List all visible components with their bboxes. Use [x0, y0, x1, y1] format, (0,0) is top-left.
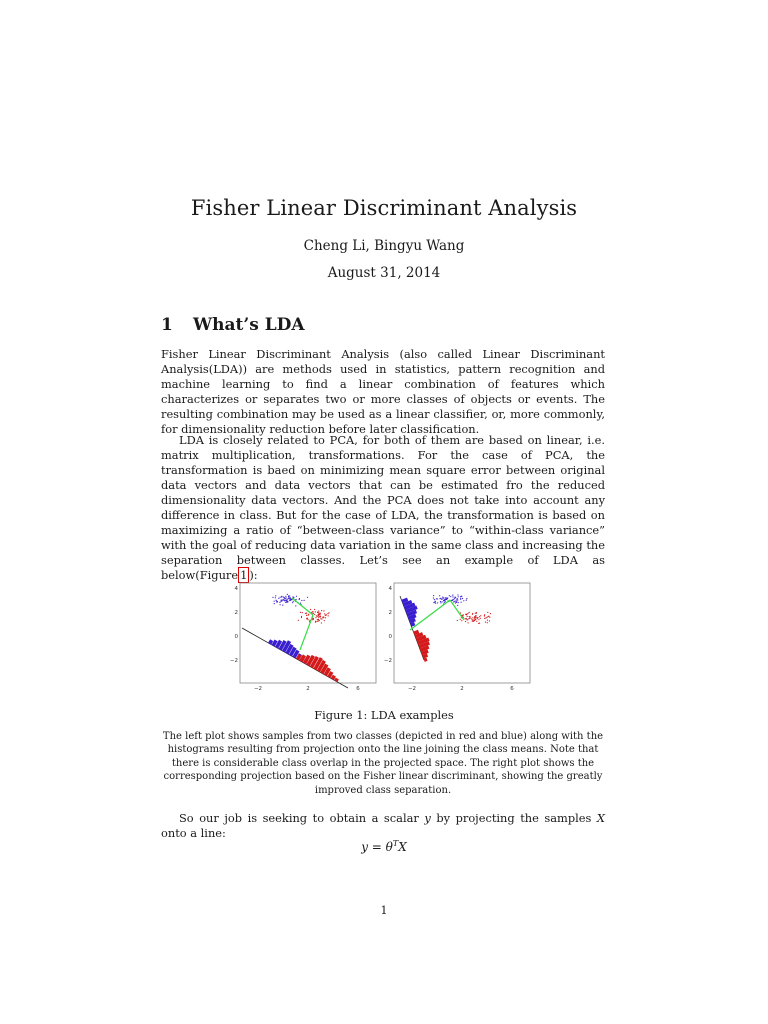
scatter-point — [274, 601, 275, 602]
scatter-point — [321, 622, 322, 623]
scatter-point — [442, 598, 443, 599]
scatter-point — [300, 603, 301, 604]
scatter-point — [289, 599, 290, 600]
scatter-point — [476, 621, 477, 622]
scatter-point — [318, 619, 319, 620]
scatter-point — [489, 620, 490, 621]
scatter-point — [309, 620, 310, 621]
scatter-point — [328, 612, 329, 613]
y-tick-label: 4 — [388, 586, 392, 592]
scatter-point — [471, 618, 472, 619]
page-number: 1 — [380, 904, 388, 917]
scatter-point — [275, 597, 276, 598]
scatter-point — [272, 597, 273, 598]
scatter-point — [487, 620, 488, 621]
scatter-point — [457, 599, 458, 600]
paper-authors: Cheng Li, Bingyu Wang — [303, 238, 465, 254]
scatter-point — [442, 601, 443, 602]
scatter-point — [488, 616, 489, 617]
scatter-point — [291, 599, 292, 600]
scatter-point — [437, 602, 438, 603]
scatter-point — [466, 598, 467, 599]
scatter-point — [279, 602, 280, 603]
scatter-point — [306, 615, 307, 616]
y-tick-label: 0 — [234, 634, 238, 640]
scatter-point — [323, 617, 324, 618]
scatter-point — [313, 613, 314, 614]
scatter-point — [318, 610, 319, 611]
x-tick-label: 2 — [460, 686, 464, 692]
scatter-point — [288, 598, 289, 599]
scatter-point — [472, 619, 473, 620]
scatter-point — [281, 600, 282, 601]
scatter-point — [300, 612, 301, 613]
scatter-point — [458, 596, 459, 597]
scatter-point — [311, 612, 312, 613]
scatter-point — [320, 616, 321, 617]
scatter-point — [327, 613, 328, 614]
scatter-point — [289, 597, 290, 598]
plot-left — [230, 578, 380, 696]
scatter-point — [278, 598, 279, 599]
scatter-point — [435, 603, 436, 604]
figure-caption: Figure 1: LDA examples — [314, 708, 454, 722]
scatter-point — [325, 615, 326, 616]
scatter-point — [452, 596, 453, 597]
section-heading — [161, 315, 305, 335]
scatter-point — [452, 595, 453, 596]
scatter-point — [480, 615, 481, 616]
scatter-point — [450, 596, 451, 597]
scatter-point — [440, 601, 441, 602]
scatter-point — [473, 621, 474, 622]
scatter-point — [314, 609, 315, 610]
scatter-point — [456, 602, 457, 603]
y-tick-label: 0 — [388, 634, 392, 640]
scatter-point — [319, 614, 320, 615]
scatter-point — [293, 601, 294, 602]
scatter-point — [460, 612, 461, 613]
scatter-point — [477, 617, 478, 618]
scatter-point — [465, 621, 466, 622]
scatter-point — [275, 595, 276, 596]
math-y: y — [424, 811, 431, 825]
scatter-point — [283, 599, 284, 600]
y-tick-label: 2 — [388, 610, 392, 616]
scatter-point — [298, 620, 299, 621]
scatter-point — [281, 596, 282, 597]
scatter-point — [317, 612, 318, 613]
equation-superscript: T — [392, 839, 399, 848]
x-tick-label: −2 — [407, 686, 417, 692]
scatter-point — [317, 621, 318, 622]
scatter-point — [323, 610, 324, 611]
x-tick-label: −2 — [253, 686, 263, 692]
scatter-point — [434, 599, 435, 600]
scatter-point — [286, 600, 287, 601]
x-tick-label: 2 — [306, 686, 310, 692]
scatter-point — [313, 619, 314, 620]
scatter-point — [462, 598, 463, 599]
scatter-point — [445, 601, 446, 602]
scatter-point — [475, 615, 476, 616]
scatter-point — [468, 622, 469, 623]
scatter-point — [455, 602, 456, 603]
paragraph-2-end: ): — [249, 568, 258, 582]
scatter-point — [321, 610, 322, 611]
scatter-point — [302, 612, 303, 613]
scatter-point — [324, 620, 325, 621]
scatter-point — [312, 611, 313, 612]
equation-projection — [0, 839, 768, 854]
scatter-point — [466, 614, 467, 615]
scatter-point — [444, 600, 445, 601]
paragraph-1: Fisher Linear Discriminant Analysis (also called Linear Discriminant Analysis(LDA)) are methods used in statistics, pattern recognition and machine learning to find a linear combination of features which characterizes or separates two or more classes of objects or events. The resulting combination may be used as a linear classifier, or, more commonly, for dimensionality reduction before later classification. — [161, 347, 605, 436]
scatter-point — [457, 620, 458, 621]
scatter-point — [305, 613, 306, 614]
scatter-point — [484, 614, 485, 615]
scatter-point — [292, 596, 293, 597]
scatter-point — [447, 598, 448, 599]
scatter-point — [487, 612, 488, 613]
scatter-point — [453, 601, 454, 602]
scatter-point — [467, 619, 468, 620]
scatter-point — [454, 598, 455, 599]
scatter-point — [462, 615, 463, 616]
scatter-point — [276, 602, 277, 603]
scatter-point — [461, 620, 462, 621]
scatter-point — [289, 595, 290, 596]
scatter-point — [457, 598, 458, 599]
scatter-point — [443, 600, 444, 601]
scatter-point — [283, 596, 284, 597]
scatter-point — [443, 598, 444, 599]
paragraph-3-text-c: onto a line: — [161, 826, 226, 840]
scatter-point — [315, 617, 316, 618]
scatter-point — [484, 615, 485, 616]
scatter-point — [433, 597, 434, 598]
scatter-point — [317, 619, 318, 620]
scatter-point — [469, 616, 470, 617]
scatter-point — [308, 614, 309, 615]
scatter-point — [275, 600, 276, 601]
scatter-point — [469, 618, 470, 619]
scatter-point — [310, 609, 311, 610]
figure-lda-examples — [230, 578, 535, 696]
paragraph-2 — [161, 433, 605, 583]
scatter-point — [461, 596, 462, 597]
scatter-point — [457, 594, 458, 595]
scatter-point — [467, 616, 468, 617]
scatter-point — [475, 619, 476, 620]
scatter-point — [328, 615, 329, 616]
scatter-point — [460, 598, 461, 599]
scatter-point — [439, 595, 440, 596]
scatter-point — [301, 617, 302, 618]
scatter-point — [472, 614, 473, 615]
scatter-point — [284, 597, 285, 598]
scatter-point — [296, 596, 297, 597]
scatter-point — [318, 614, 319, 615]
scatter-point — [461, 602, 462, 603]
y-tick-label: −2 — [230, 658, 238, 664]
x-tick-label: 6 — [356, 686, 360, 692]
scatter-point — [320, 618, 321, 619]
section-number: 1 — [161, 315, 173, 335]
scatter-point — [458, 602, 459, 603]
scatter-point — [484, 618, 485, 619]
scatter-point — [293, 597, 294, 598]
scatter-point — [475, 613, 476, 614]
section-title: What’s LDA — [193, 315, 305, 335]
scatter-point — [474, 616, 475, 617]
scatter-point — [490, 613, 491, 614]
scatter-point — [319, 620, 320, 621]
scatter-point — [456, 601, 457, 602]
scatter-point — [472, 617, 473, 618]
scatter-point — [487, 622, 488, 623]
scatter-point — [489, 617, 490, 618]
scatter-point — [299, 598, 300, 599]
scatter-point — [282, 605, 283, 606]
scatter-point — [320, 613, 321, 614]
scatter-point — [301, 600, 302, 601]
y-tick-label: 2 — [234, 610, 238, 616]
scatter-point — [457, 605, 458, 606]
scatter-point — [468, 613, 469, 614]
scatter-point — [325, 617, 326, 618]
x-tick-label: 6 — [510, 686, 514, 692]
scatter-point — [485, 617, 486, 618]
scatter-point — [454, 597, 455, 598]
scatter-point — [307, 618, 308, 619]
paragraph-2-text: LDA is closely related to PCA, for both of them are based on linear, i.e. matrix multiplication, transformations. For the case of PCA, the transformation is baed on minimizing mean square error between original data vectors and data vectors that can be estimated fro the reduced dimensionality data vectors. And the PCA does not take into account any difference in class. But for the case of LDA, the transformation is based on maximizing a ratio of “between-class variance” to “within-class variance” with the goal of reducing data variation in the same class and increasing the separation between classes. Let’s see an example of LDA as below(Figure — [161, 433, 605, 582]
scatter-point — [274, 603, 275, 604]
scatter-point — [287, 594, 288, 595]
scatter-point — [285, 596, 286, 597]
scatter-point — [433, 595, 434, 596]
scatter-point — [478, 619, 479, 620]
scatter-point — [286, 597, 287, 598]
scatter-point — [449, 595, 450, 596]
scatter-point — [324, 613, 325, 614]
scatter-point — [308, 619, 309, 620]
scatter-point — [307, 597, 308, 598]
scatter-point — [460, 599, 461, 600]
scatter-point — [315, 611, 316, 612]
scatter-point — [455, 601, 456, 602]
equation-lhs: y = θ — [361, 840, 393, 854]
scatter-point — [280, 604, 281, 605]
figure-caption-note: The left plot shows samples from two classes (depicted in red and blue) along with the histograms resulting from projection onto the line joining the class means. Note that there is considerable class overlap in the projected space. The right plot shows the corresponding projection based on the Fisher linear discriminant, showing the greatly improved class separation. — [162, 731, 604, 796]
scatter-point — [469, 612, 470, 613]
y-tick-label: −2 — [383, 658, 392, 664]
scatter-point — [440, 602, 441, 603]
paper-title: Fisher Linear Discriminant Analysis — [190, 196, 578, 220]
scatter-point — [453, 599, 454, 600]
scatter-point — [463, 600, 464, 601]
plot-right — [382, 578, 535, 696]
scatter-point — [304, 600, 305, 601]
scatter-point — [475, 617, 476, 618]
paragraph-3-text-a: So our job is seeking to obtain a scalar — [179, 811, 425, 825]
scatter-point — [318, 615, 319, 616]
scatter-point — [479, 623, 480, 624]
scatter-point — [486, 617, 487, 618]
scatter-point — [452, 600, 453, 601]
scatter-point — [485, 622, 486, 623]
scatter-point — [460, 619, 461, 620]
scatter-point — [292, 602, 293, 603]
scatter-point — [474, 618, 475, 619]
scatter-point — [474, 620, 475, 621]
math-X: X — [596, 811, 605, 825]
figure-reference-link[interactable]: 1 — [240, 568, 248, 582]
scatter-point — [479, 616, 480, 617]
scatter-point — [314, 614, 315, 615]
scatter-point — [295, 605, 296, 606]
paper-date: August 31, 2014 — [327, 265, 441, 281]
paragraph-3 — [161, 811, 605, 841]
scatter-point — [433, 602, 434, 603]
scatter-point — [288, 596, 289, 597]
scatter-point — [476, 612, 477, 613]
scatter-point — [437, 598, 438, 599]
scatter-point — [466, 600, 467, 601]
scatter-point — [306, 613, 307, 614]
paragraph-3-text-b: by projecting the samples — [430, 811, 597, 825]
scatter-point — [439, 598, 440, 599]
plot-left-frame — [240, 583, 376, 683]
scatter-point — [280, 597, 281, 598]
scatter-point — [466, 618, 467, 619]
scatter-point — [318, 612, 319, 613]
y-tick-label: 4 — [234, 586, 238, 592]
scatter-point — [465, 618, 466, 619]
scatter-point — [442, 597, 443, 598]
scatter-point — [287, 600, 288, 601]
scatter-point — [315, 622, 316, 623]
scatter-point — [480, 618, 481, 619]
equation-rhs: X — [398, 840, 407, 854]
